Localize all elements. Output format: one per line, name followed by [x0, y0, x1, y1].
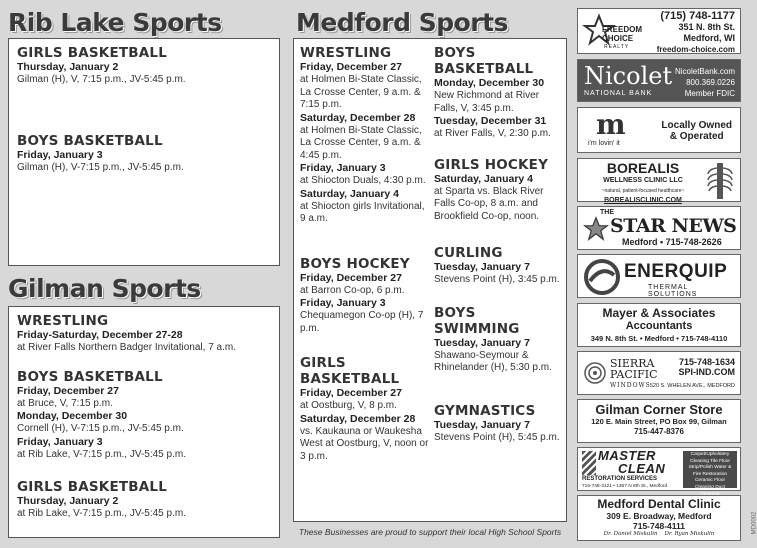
- ad-star-news[interactable]: [577, 206, 741, 250]
- ad-medford-dental[interactable]: [577, 495, 741, 541]
- ad-title: CLEAN: [618, 461, 666, 476]
- ad-doctor: Dr. Daniel Miskulin: [603, 531, 658, 537]
- ad-text: & Operated: [669, 131, 724, 142]
- event-date: Tuesday, January 7: [434, 261, 530, 273]
- ad-sub: Accountants: [625, 320, 693, 332]
- event-block: [17, 45, 271, 87]
- logo-text: CHOICE: [602, 34, 634, 43]
- ad-phone: 715-748-1634: [678, 357, 735, 367]
- event-title: GIRLS HOCKEY: [434, 156, 549, 173]
- ad-address: Medford, WI: [683, 33, 735, 43]
- event-title: BOYS BASKETBALL: [17, 132, 163, 149]
- event-block: [434, 45, 562, 141]
- ad-title: Medford Dental Clinic: [597, 497, 721, 511]
- event-block: [17, 133, 271, 175]
- event-title: BOYS BASKETBALL: [17, 368, 163, 385]
- event-date: Friday-Saturday, December 27-28: [17, 329, 183, 341]
- event-title: BOYS HOCKEY: [300, 255, 410, 272]
- ad-website: SPI-IND.COM: [678, 367, 735, 377]
- event-date: Saturday, December 28: [300, 111, 416, 124]
- event-date: Monday, December 30: [17, 410, 128, 422]
- ad-tagline: ~natural, patient-focused healthcare~: [601, 188, 685, 194]
- ad-title: MASTER: [598, 448, 656, 463]
- event-detail: Stevens Point (H), 5:45 p.m.: [434, 431, 560, 443]
- ad-phone: 800.369.0226: [686, 78, 735, 87]
- rib-lake-schedule: [8, 38, 280, 266]
- gilman-schedule: [8, 306, 280, 538]
- event-block: [17, 479, 271, 521]
- event-block: [300, 355, 430, 463]
- ad-sierra-pacific[interactable]: [577, 351, 741, 395]
- ad-mayer-associates[interactable]: [577, 303, 741, 347]
- event-date: Friday, December 27: [300, 271, 402, 284]
- rib-lake-title: Rib Lake Sports: [8, 8, 222, 37]
- event-date: Friday, January 3: [300, 162, 386, 174]
- ad-address: 120 E. Main Street, PO Box 99, Gilman: [591, 417, 727, 426]
- ad-sub: THERMAL SOLUTIONS: [648, 284, 698, 298]
- event-title: CURLING: [434, 245, 503, 261]
- ad-freedom-choice[interactable]: [577, 8, 741, 54]
- event-block: [434, 245, 562, 287]
- event-date: Thursday, January 2: [17, 495, 119, 507]
- ad-website: freedom-choice.com: [656, 45, 735, 54]
- stripes-icon: [582, 451, 596, 475]
- ad-enerquip[interactable]: [577, 254, 741, 298]
- event-date: Tuesday, January 7: [434, 418, 530, 431]
- ad-mcdonalds[interactable]: [577, 107, 741, 153]
- event-detail: at Sparta vs. Black River Falls Co-op, 8 a.m. and Brookfield Co-op, noon.: [434, 185, 544, 222]
- event-block: [434, 305, 562, 375]
- event-title: GIRLS BASKETBALL: [17, 479, 168, 495]
- event-detail: at Shiocton Duals, 4:30 p.m.: [300, 175, 426, 186]
- nicolet-logo: Nicolet: [584, 62, 673, 90]
- nicolet-sub: NATIONAL BANK: [584, 90, 653, 97]
- ad-nicolet-bank[interactable]: [577, 59, 741, 102]
- event-detail: New Richmond at River Falls, V, 3:45 p.m.: [434, 90, 540, 114]
- event-date: Friday, December 27: [17, 384, 119, 397]
- ad-sub: RESTORATION SERVICES: [582, 476, 658, 482]
- event-date: Friday, December 27: [300, 387, 402, 399]
- ad-phone: 715-748-4111: [633, 521, 685, 531]
- ad-title: STAR NEWS: [610, 215, 737, 237]
- event-detail: at Oostburg, V, 8 p.m.: [300, 400, 397, 411]
- event-date: Saturday, January 4: [434, 172, 534, 185]
- event-date: Friday, December 27: [300, 61, 402, 73]
- gilman-title: Gilman Sports: [8, 274, 201, 303]
- event-detail: vs. Kaukauna or Waukesha West at Oostburg, V, noon or 3 p.m.: [300, 425, 429, 462]
- event-date: Tuesday, December 31: [434, 115, 547, 127]
- event-date: Saturday, January 4: [300, 187, 400, 200]
- event-date: Tuesday, January 7: [434, 336, 530, 349]
- ad-sub: WELLNESS CLINIC LLC: [603, 177, 683, 184]
- sponsor-note: These Businesses are proud to support their local High School Sports: [298, 527, 562, 537]
- ad-address: 309 E. Broadway, Medford: [606, 511, 712, 521]
- event-date: Thursday, January 2: [17, 61, 119, 73]
- page-code: MD0002: [751, 511, 757, 535]
- event-detail: Chequamegon Co-op (H), 7 p.m.: [300, 310, 424, 334]
- event-title: BOYS SWIMMING: [434, 304, 520, 337]
- event-detail: Stevens Point (H), 3:45 p.m.: [434, 274, 560, 285]
- ad-sub: WINDOWS: [610, 382, 651, 389]
- ad-gilman-corner-store[interactable]: [577, 399, 741, 443]
- medford-right-column: [434, 45, 562, 454]
- spine-icon: [706, 162, 734, 200]
- ad-services: Carpet/Upholstery Cleaning Tile Floor Strip/Polish Water & Fire Restoration Ceramic Floor Cleaning Duct: [683, 451, 737, 488]
- ad-title: ENERQUIP: [624, 261, 728, 282]
- ad-phone: 715-447-8376: [634, 427, 684, 436]
- event-detail: Gilman (H), V, 7:15 p.m., JV-5:45 p.m.: [17, 74, 186, 85]
- event-date: Monday, December 30: [434, 77, 545, 89]
- ad-website: NicoletBank.com: [674, 67, 735, 76]
- event-detail: at Rib Lake, V-7:15 p.m., JV-5:45 p.m.: [17, 448, 186, 460]
- logo-text: FREEDOM: [602, 25, 642, 34]
- ad-the: THE: [600, 209, 614, 216]
- ad-title: PACIFIC: [610, 368, 658, 381]
- event-detail: at Holmen Bi-State Classic, La Crosse Center, 9 a.m. & 4:45 p.m.: [300, 124, 422, 161]
- event-title: WRESTLING: [300, 45, 392, 61]
- medford-title: Medford Sports: [296, 8, 508, 37]
- ad-title: BOREALIS: [606, 160, 680, 176]
- event-date: Friday, January 3: [17, 435, 103, 448]
- ad-fdic: Member FDIC: [684, 89, 735, 98]
- ad-address: 715-748-3121 • 1367 N 8th St., Medford: [582, 484, 668, 489]
- ad-title: SIERRA: [610, 357, 655, 370]
- ad-phone: (715) 748-1177: [660, 10, 735, 22]
- ad-text: Locally Owned: [661, 120, 732, 131]
- event-detail: at Shiocton girls Invitational, 9 a.m.: [300, 200, 425, 224]
- event-detail: Shawano-Seymour & Rhinelander (H), 5:30 p.m.: [434, 349, 552, 373]
- event-detail: Cornell (H), V-7:15 p.m., JV-5:45 p.m.: [17, 423, 184, 434]
- event-date: Friday, January 3: [17, 148, 103, 161]
- logo-text: REALTY: [604, 44, 630, 50]
- event-block: [300, 256, 430, 336]
- ad-master-clean[interactable]: [577, 447, 741, 491]
- enerquip-logo-icon: [584, 259, 620, 295]
- mcd-slogan: i'm lovin' it: [588, 140, 620, 147]
- ad-title: Gilman Corner Store: [595, 402, 723, 417]
- ad-text: Medford • 715-748-2626: [622, 237, 722, 247]
- golden-arches-icon: m: [596, 108, 626, 141]
- event-date: Friday, January 3: [300, 297, 386, 309]
- event-title: GYMNASTICS: [434, 402, 536, 419]
- event-block: [434, 403, 562, 445]
- event-detail: at River Falls Northern Badger Invitational, 7 a.m.: [17, 342, 236, 353]
- event-title: WRESTLING: [17, 313, 109, 329]
- event-title: BOYS BASKETBALL: [434, 45, 534, 77]
- event-detail: at Barron Co-op, 6 p.m.: [300, 284, 405, 296]
- event-detail: at Bruce, V, 7:15 p.m.: [17, 397, 113, 409]
- event-title: GIRLS BASKETBALL: [300, 355, 400, 387]
- medford-schedule: [293, 38, 567, 522]
- medford-left-column: [300, 45, 430, 473]
- event-block: [17, 313, 271, 355]
- ad-title: Mayer & Associates: [602, 306, 716, 320]
- event-detail: at River Falls, V, 2:30 p.m.: [434, 128, 551, 139]
- tree-icon: [584, 362, 606, 384]
- event-block: [300, 45, 430, 226]
- event-title: GIRLS BASKETBALL: [17, 45, 168, 61]
- star-icon: [584, 217, 608, 241]
- ad-address: 351 N. 8th St.: [678, 22, 735, 32]
- ad-address: 520 S. WHELEN AVE., MEDFORD: [649, 383, 735, 389]
- event-detail: at Rib Lake, V-7:15 p.m., JV-5:45 p.m.: [17, 508, 186, 519]
- ad-doctor: Dr. Ryan Miskulin: [664, 531, 715, 537]
- event-block: [434, 157, 562, 224]
- ad-borealis-clinic[interactable]: [577, 158, 741, 202]
- ad-address: 349 N. 8th St. • Medford • 715-748-4110: [590, 334, 728, 343]
- event-detail: Gilman (H), V-7:15 p.m., JV-5:45 p.m.: [17, 161, 184, 173]
- ad-website: BOREALISCLINIC.COM: [604, 197, 682, 204]
- event-date: Saturday, December 28: [300, 412, 416, 425]
- event-detail: at Holmen Bi-State Classic, La Crosse Center, 9 a.m. & 7:15 p.m.: [300, 74, 422, 110]
- freedom-choice-logo: [584, 13, 642, 51]
- event-block: [17, 369, 271, 462]
